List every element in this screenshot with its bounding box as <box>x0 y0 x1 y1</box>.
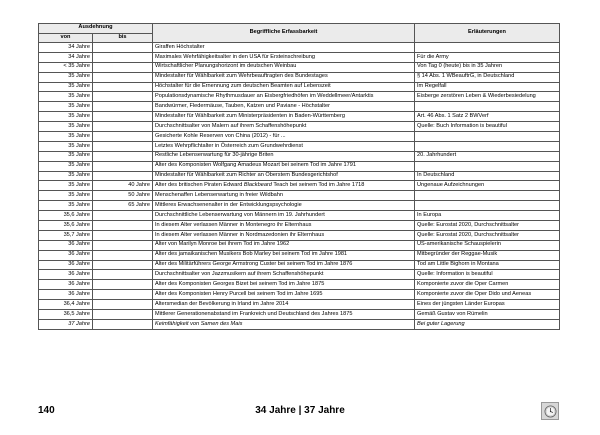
cell-begriff: Giraffen Höchstalter <box>153 43 415 53</box>
cell-erlaeuterung: Gemäß Gustav von Rümelin <box>415 310 560 320</box>
cell-von: 35 Jahre <box>39 191 93 201</box>
cell-erlaeuterung: Im Regelfall <box>415 82 560 92</box>
cell-begriff: Alter des Komponisten Henry Purcell bei seinem Tod im Jahre 1695 <box>153 290 415 300</box>
cell-begriff: Wirtschaftlicher Planungshorizont im deutschen Weinbau <box>153 62 415 72</box>
table-row <box>39 141 560 151</box>
cell-erlaeuterung: Quelle: Eurostat 2020, Durchschnittsalter <box>415 221 560 231</box>
cell-erlaeuterung: Tod am Little Bighorn in Montana <box>415 260 560 270</box>
table-row <box>39 250 560 260</box>
cell-von: 35 Jahre <box>39 102 93 112</box>
table-body <box>39 43 560 330</box>
cell-von: 35,7 Jahre <box>39 230 93 240</box>
cell-erlaeuterung: Komponierte zuvor die Oper Dido und Aeneas <box>415 290 560 300</box>
cell-begriff-text: Teach bei seinem Tod im Jahre 1718 <box>271 182 365 189</box>
cell-begriff: Letztes Wehrpflichtalter in Österreich zum Grundwehrdienst <box>153 141 415 151</box>
cell-von: 35 Jahre <box>39 122 93 132</box>
cell-bis <box>93 43 153 53</box>
cell-von: 36,4 Jahre <box>39 300 93 310</box>
cell-begriff: Gesicherte Kohle Reserven von China (2012) - für ... <box>153 132 415 142</box>
cell-erlaeuterung: Quelle: Eurostat 2020, Durchschnittsalter <box>415 230 560 240</box>
table-row <box>39 151 560 161</box>
age-table <box>38 23 560 330</box>
cell-bis <box>93 92 153 102</box>
cell-bis <box>93 141 153 151</box>
table-row <box>39 310 560 320</box>
cell-von: 36 Jahre <box>39 240 93 250</box>
cell-begriff: In diesem Alter verlassen Männer in Nordmazedonien ihr Elternhaus <box>153 230 415 240</box>
cell-bis <box>93 122 153 132</box>
cell-erlaeuterung <box>415 43 560 53</box>
cell-von: 35 Jahre <box>39 141 93 151</box>
cell-bis <box>93 171 153 181</box>
cell-von: 35 Jahre <box>39 201 93 211</box>
cell-erlaeuterung: 20. Jahrhundert <box>415 151 560 161</box>
table-row <box>39 62 560 72</box>
cell-begriff: Bandwürmer, Fledermäuse, Tauben, Katzen und Paviane - Höchstalter <box>153 102 415 112</box>
header-erlaeuterungen: Erläuterungen <box>415 24 560 43</box>
table-header <box>39 24 560 43</box>
cell-bis: 50 Jahre <box>93 191 153 201</box>
cell-erlaeuterung: In Deutschland <box>415 171 560 181</box>
table-row <box>39 270 560 280</box>
cell-begriff-emphasis: Blackbeard <box>243 182 272 189</box>
table-row <box>39 230 560 240</box>
cell-bis <box>93 310 153 320</box>
table-row <box>39 191 560 201</box>
cell-bis <box>93 290 153 300</box>
cell-erlaeuterung <box>415 191 560 201</box>
cell-bis <box>93 161 153 171</box>
cell-von: 36 Jahre <box>39 260 93 270</box>
table-row <box>39 52 560 62</box>
cell-bis <box>93 211 153 221</box>
cell-begriff: Durchschnittsalter von Jazzmusikern auf ihrem Schaffenshöhepunkt <box>153 270 415 280</box>
cell-bis <box>93 250 153 260</box>
cell-begriff: In diesem Alter verlassen Männer in Montenegro ihr Elternhaus <box>153 221 415 231</box>
cell-bis <box>93 72 153 82</box>
cell-erlaeuterung <box>415 141 560 151</box>
cell-bis <box>93 300 153 310</box>
cell-begriff: Alter von Marilyn Monroe bei ihrem Tod im Jahre 1962 <box>153 240 415 250</box>
table-row <box>39 201 560 211</box>
cell-erlaeuterung <box>415 102 560 112</box>
cell-begriff: Restliche Lebenserwartung für 30-jährige Briten <box>153 151 415 161</box>
cell-von: 35 Jahre <box>39 181 93 191</box>
cell-von: 35,6 Jahre <box>39 211 93 221</box>
cell-bis <box>93 151 153 161</box>
cell-bis <box>93 132 153 142</box>
cell-erlaeuterung: US-amerikanische Schauspielerin <box>415 240 560 250</box>
cell-von: 36 Jahre <box>39 280 93 290</box>
cell-erlaeuterung: Komponierte zuvor die Oper Carmen <box>415 280 560 290</box>
cell-begriff: Mittlerer Generationenabstand im Frankreich und Deutschland des Jahres 1875 <box>153 310 415 320</box>
table-row <box>39 319 560 329</box>
cell-von: 35 Jahre <box>39 82 93 92</box>
cell-erlaeuterung: In Europa <box>415 211 560 221</box>
table-row <box>39 161 560 171</box>
cell-erlaeuterung: Mitbegründer der Reggae-Musik <box>415 250 560 260</box>
table-row <box>39 92 560 102</box>
table-row <box>39 221 560 231</box>
table-row <box>39 122 560 132</box>
cell-begriff: Mittleres Erwachsenenalter in der Entwicklungspsychologie <box>153 201 415 211</box>
table-row <box>39 280 560 290</box>
cell-von: 34 Jahre <box>39 52 93 62</box>
page-number: 140 <box>38 405 55 416</box>
header-von: von <box>39 33 93 43</box>
cell-erlaeuterung: Eines der jüngsten Länder Europas <box>415 300 560 310</box>
cell-von: 35,6 Jahre <box>39 221 93 231</box>
cell-von: 35 Jahre <box>39 161 93 171</box>
cell-erlaeuterung <box>415 132 560 142</box>
cell-von: 35 Jahre <box>39 132 93 142</box>
cell-von: 35 Jahre <box>39 171 93 181</box>
cell-bis <box>93 270 153 280</box>
cell-erlaeuterung <box>415 161 560 171</box>
cell-begriff: Mindestalter für Wählbarkeit zum Ministerpräsidenten in Baden-Württemberg <box>153 112 415 122</box>
cell-bis <box>93 230 153 240</box>
cell-erlaeuterung <box>415 201 560 211</box>
cell-bis <box>93 280 153 290</box>
cell-bis <box>93 82 153 92</box>
cell-begriff: Populationsdynamische Rhythmusdauer an Eisbergfriedhöfen im Weddellmeer/Antarktis <box>153 92 415 102</box>
cell-begriff: Alter des Komponisten Georges Bizet bei seinem Tod im Jahre 1875 <box>153 280 415 290</box>
cell-von: 37 Jahre <box>39 319 93 329</box>
cell-von: 36 Jahre <box>39 290 93 300</box>
cell-erlaeuterung: Quelle: Buch Information is beautiful <box>415 122 560 132</box>
cell-bis <box>93 260 153 270</box>
cell-von: < 35 Jahre <box>39 62 93 72</box>
cell-von: 35 Jahre <box>39 72 93 82</box>
cell-begriff: Altersmedian der Bevölkerung in Irland im Jahre 2014 <box>153 300 415 310</box>
clock-icon-svg <box>544 405 557 418</box>
cell-von: 35 Jahre <box>39 92 93 102</box>
cell-bis <box>93 240 153 250</box>
cell-begriff: Mindestalter für Wählbarkeit zum Richter an Oberstem Bundesgerichtshof <box>153 171 415 181</box>
cell-von: 36 Jahre <box>39 250 93 260</box>
cell-von: 34 Jahre <box>39 43 93 53</box>
cell-erlaeuterung: Quelle: Information is beautiful <box>415 270 560 280</box>
cell-erlaeuterung: Von Tag 0 (heute) bis in 35 Jahren <box>415 62 560 72</box>
cell-bis <box>93 221 153 231</box>
table-row <box>39 72 560 82</box>
cell-begriff: Alter des jamaikanischen Musikers Bob Marley bei seinem Tod im Jahre 1981 <box>153 250 415 260</box>
table-row <box>39 260 560 270</box>
cell-erlaeuterung: Eisberge zerstören Leben & Wiederbesiedelung <box>415 92 560 102</box>
table-row <box>39 102 560 112</box>
cell-begriff: Durchschnittliche Lebenserwartung von Männern im 19. Jahrhundert <box>153 211 415 221</box>
cell-begriff: Keimfähigkeit von Samen des Mais <box>153 319 415 329</box>
cell-bis <box>93 319 153 329</box>
cell-begriff: Durchschnittsalter von Malern auf ihrem Schaffenshöhepunkt <box>153 122 415 132</box>
cell-bis: 40 Jahre <box>93 181 153 191</box>
header-begriff: Begriffliche Erfassbarkeit <box>153 24 415 43</box>
cell-erlaeuterung: § 14 Abs. 1 WBeauftrG, in Deutschland <box>415 72 560 82</box>
table-row <box>39 181 560 191</box>
cell-begriff: Menschenaffen Lebenserwartung in freier Wildbahn <box>153 191 415 201</box>
cell-von: 35 Jahre <box>39 112 93 122</box>
table-row <box>39 171 560 181</box>
cell-von: 36,5 Jahre <box>39 310 93 320</box>
cell-begriff: Alter des Militärführers George Armstrong Custer bei seinem Tod im Jahre 1876 <box>153 260 415 270</box>
header-bis: bis <box>93 33 153 43</box>
cell-begriff-text: Alter des britischen Piraten Edward <box>155 182 244 189</box>
cell-begriff: Maximales Wehrfähigkeitsalter in den USA für Ersteinschreibung <box>153 52 415 62</box>
cell-bis <box>93 62 153 72</box>
cell-erlaeuterung: Art. 46 Abs. 1 Satz 2 BWVerf <box>415 112 560 122</box>
cell-von: 36 Jahre <box>39 270 93 280</box>
cell-begriff: Alter des Komponisten Wolfgang Amadeus Mozart bei seinem Tod im Jahre 1791 <box>153 161 415 171</box>
header-ausdehnung: Ausdehnung <box>39 24 153 34</box>
cell-von: 35 Jahre <box>39 151 93 161</box>
clock-icon <box>541 402 559 420</box>
table-row <box>39 240 560 250</box>
cell-bis <box>93 52 153 62</box>
cell-begriff: Höchstalter für die Ernennung zum deutschen Beamten auf Lebenszeit <box>153 82 415 92</box>
table-row <box>39 290 560 300</box>
table-row <box>39 82 560 92</box>
table-row <box>39 211 560 221</box>
table-row <box>39 300 560 310</box>
cell-erlaeuterung: Bei guter Lagerung <box>415 319 560 329</box>
cell-bis: 65 Jahre <box>93 201 153 211</box>
cell-begriff <box>153 181 415 191</box>
table-row <box>39 132 560 142</box>
cell-erlaeuterung: Für die Army <box>415 52 560 62</box>
table-row <box>39 112 560 122</box>
table-row <box>39 43 560 53</box>
footer-title: 34 Jahre | 37 Jahre <box>255 405 345 416</box>
cell-begriff: Mindestalter für Wählbarkeit zum Wehrbeauftragten des Bundestages <box>153 72 415 82</box>
cell-bis <box>93 112 153 122</box>
cell-erlaeuterung: Ungenaue Aufzeichnungen <box>415 181 560 191</box>
cell-bis <box>93 102 153 112</box>
